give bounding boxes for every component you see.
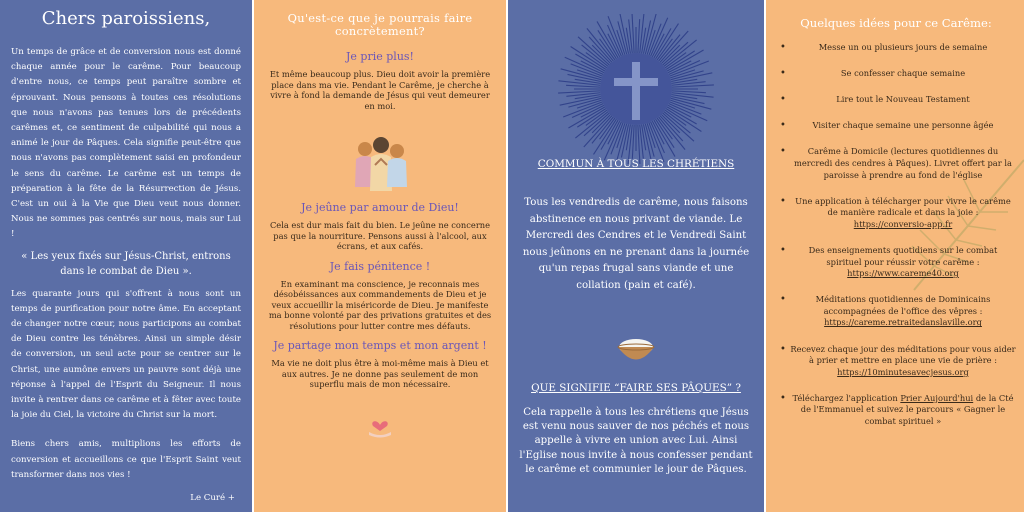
idea-item: • Visiter chaque semaine une personne âgée <box>790 120 1016 132</box>
section-heading-pray: Je prie plus! <box>346 50 414 63</box>
ideas-title: Quelques idées pour ce Carême: <box>800 16 992 30</box>
panel-concrete-actions <box>254 0 506 512</box>
idea-item: • Recevez chaque jour des méditations pour vous aider à prier et mettre en place une vie de prière : https://10minutesavecjesus.org <box>790 344 1016 379</box>
idea-item: • Méditations quotidiennes de Dominicains accompagnées de l'office des vêpres : https://careme.retraitedanslaville.org <box>790 294 1016 329</box>
section-text-share: Ma vie ne doit plus être à moi-même mais à Dieu et aux autres. Je ne donne pas seulement de mon superflu mais de mon nécessaire. <box>271 358 489 389</box>
link-conversio[interactable]: https://conversio-app.fr <box>853 218 953 229</box>
app-name-link[interactable]: Prier Aujourd'hui <box>900 392 974 403</box>
link-10minutes[interactable]: https://10minutesavecjesus.org <box>837 366 969 377</box>
section-heading-penance: Je fais pénitence ! <box>329 259 431 273</box>
section-heading-fast: Je jeûne par amour de Dieu! <box>301 201 459 214</box>
panel-common-rules <box>508 0 764 512</box>
rice-bowl-icon <box>615 334 657 372</box>
hand-heart-icon <box>266 416 494 438</box>
idea-item: • Carême à Domicile (lectures quotidiennes du mercredi des cendres à Pâques). Livret offert par la paroisse à prendre au fond de l'église <box>790 146 1016 181</box>
idea-item: • Des enseignements quotidiens sur le combat spirituel pour réussir votre carême : https://www.careme40.org <box>790 245 1016 280</box>
letter-quote: « Les yeux fixés sur Jésus-Christ, entrons dans le combat de Dieu ». <box>21 250 231 277</box>
panel-ideas <box>766 0 1024 512</box>
idea-item: • Se confesser chaque semaine <box>790 68 1016 80</box>
praying-family-icon <box>266 135 494 197</box>
section-heading-share: Je partage mon temps et mon argent ! <box>273 339 487 352</box>
letter-signature: Le Curé + <box>190 493 235 504</box>
actions-title: Qu'est-ce que je pourrais faire concrètement? <box>287 11 473 38</box>
letter-paragraph-3: Biens chers amis, multiplions les efforts de conversion et accueillons ce que l'Esprit Saint veut transformer dans nos vies ! <box>11 439 241 480</box>
link-retraite[interactable]: https://careme.retraitedanslaville.org <box>824 317 982 328</box>
idea-item: • Téléchargez l'application Prier Aujourd'hui de la Cté de l'Emmanuel et suivez le parcours « Gagner le combat spirituel » <box>790 393 1016 428</box>
section-text-penance: En examinant ma conscience, je reconnais mes désobéissances aux commandements de Dieu et je veux accueillir la miséricorde de Dieu. Je manifeste ma bonne volonté par des privations gratuites et des résolutions pour lutter contre mes défauts. <box>268 278 492 331</box>
panel-letter <box>0 0 252 512</box>
subtitle-easter-duty: QUE SIGNIFIE “FAIRE SES PÂQUES” ? <box>531 382 741 394</box>
body-easter-duty: Cela rappelle à tous les chrétiens que Jésus est venu nous sauver de nos péchés et nous appelle à vivre en union avec Lui. Ainsi l'Eglise nous invite à nous confesser pendant le carême et communier le jour de Pâques. <box>519 407 753 475</box>
letter-paragraph-2: Les quarante jours qui s'offrent à nous sont un temps de purification pour notre âme. En acceptant de changer notre cœur, nous participons au combat de Dieu contre les ténèbres. Ainsi un simple désir de conversion, un seul acte pour se centrer sur le Christ, une aumône envers un pauvre sont déjà une réponse à l'appel de l'Esprit du Seigneur. Il nous invite à rentrer dans ce carême et à fêter avec toute la joie du Ciel, la victoire du Christ sur la mort. <box>11 288 241 421</box>
section-text-fast: Cela est dur mais fait du bien. Le jeûne ne concerne pas que la nourriture. Pensons aussi à l'alcool, aux écrans, et aux cafés. <box>269 220 491 251</box>
idea-item: • Messe un ou plusieurs jours de semaine <box>790 42 1016 54</box>
link-careme40[interactable]: https://www.careme40.org <box>847 268 959 279</box>
subtitle-common: COMMUN À TOUS LES CHRÉTIENS <box>537 158 735 170</box>
idea-item: • Lire tout le Nouveau Testament <box>790 94 1016 106</box>
cross-sunburst-icon <box>551 14 721 164</box>
letter-title: Chers paroissiens, <box>41 8 211 29</box>
body-common: Tous les vendredis de carême, nous faisons abstinence en nous privant de viande. Le Mercredi des Cendres et le Vendredi Saint nous jeûnons en ne prenant dans la journée qu'un repas frugal sans viande et une collation (pain et café). <box>522 197 750 291</box>
idea-item: • Une application à télécharger pour vivre le carême de manière radicale et dans la joie : https://conversio-app.fr <box>790 196 1016 231</box>
letter-paragraph-1: Un temps de grâce et de conversion nous est donné chaque année pour le carême. Pour beaucoup d'entre nous, ce temps peut paraître sombre et éprouvant. Nous pensons à toutes ces résolutions que nous n'avons pas tenues lors de précédents carêmes et, ce sentiment de culpabilité qui nous a animé le jour de Pâques. Cela signifie peut-être que nous n'avons pas complètement saisi en profondeur le sens du carême. Le carême est un temps de préparation à la fête de la Résurrection de Jésus. C'est un oui à la Vie que Dieu veut nous donner. Nous ne sommes pas centrés sur nous, mais sur Lui ! <box>11 47 241 240</box>
section-text-pray: Et même beaucoup plus. Dieu doit avoir la première place dans ma vie. Pendant le Carême, je cherche à vivre à fond la demande de Jésus qui veut demeurer en moi. <box>269 69 491 111</box>
